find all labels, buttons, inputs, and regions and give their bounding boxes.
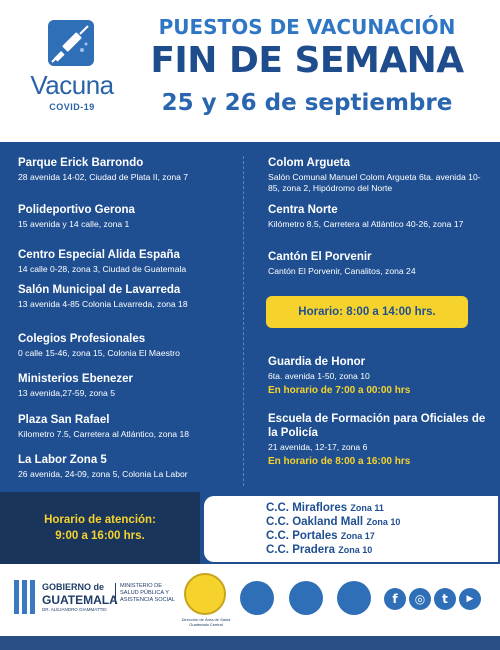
location-item (18, 332, 238, 359)
vacuna-logo (22, 20, 122, 120)
title-line-1: PUESTOS DE VACUNACIÓN (158, 15, 456, 39)
location-item (18, 156, 238, 183)
location-name: Parque Erick Barrondo (18, 157, 144, 169)
title-line-2: FIN DE SEMANA (150, 40, 464, 81)
location-address: 15 avenida y 14 calle, zona 1 (18, 219, 130, 229)
attention-label: Horario de atención: (44, 514, 156, 526)
mall-item (266, 530, 375, 542)
location-item (268, 156, 490, 194)
gobierno-label: GOBIERNO de (42, 582, 105, 592)
malls-band (0, 492, 500, 564)
mall-item (266, 502, 384, 514)
mall-name: C.C. Pradera (266, 544, 336, 556)
location-address: Kilómetro 8.5, Carretera al Atlántico 40-26, zona 17 (268, 219, 464, 229)
location-name: La Labor Zona 5 (18, 454, 107, 466)
handwash-icon (240, 581, 274, 615)
location-address: Salón Comunal Manuel Colom Argueta 6ta. avenida 10-85, zona 2, Hipódromo del Norte (268, 172, 481, 193)
distancing-icon (337, 581, 371, 615)
location-name: Escuela de Formación para Oficiales de la Policía (268, 413, 486, 439)
guatemala-label: GUATEMALA (42, 593, 118, 607)
mall-zone: Zona 10 (338, 545, 373, 555)
location-name: Colegios Profesionales (18, 333, 146, 345)
location-name: Centro Especial Alida España (18, 249, 180, 261)
location-address: Kilometro 7.5, Carretera al Atlántico, zona 18 (18, 429, 190, 439)
location-name: Guardia de Honor (268, 356, 366, 368)
syringe-icon (48, 20, 94, 66)
gobierno-logo (14, 576, 118, 620)
location-item (268, 355, 490, 397)
location-name: Colom Argueta (268, 157, 350, 169)
location-address: 14 calle 0-28, zona 3, Ciudad de Guatemala (18, 264, 187, 274)
malls-list (204, 496, 498, 562)
mall-name: C.C. Miraflores (266, 502, 348, 514)
location-item (18, 453, 238, 480)
mall-item (266, 516, 400, 528)
ministerio-label: MINISTERIO DE SALUD PÚBLICA Y ASISTENCIA SOCIAL (115, 583, 177, 604)
mall-name: C.C. Portales (266, 530, 338, 542)
location-name: Polideportivo Gerona (18, 204, 135, 216)
location-address: 13 avenida,27-59, zona 5 (18, 388, 115, 398)
footer-bar (0, 636, 500, 650)
location-item (18, 248, 238, 275)
horario-badge: Horario: 8:00 a 14:00 hrs. (266, 296, 468, 328)
location-address: Cantón El Porvenir, Canalitos, zona 24 (268, 266, 416, 276)
youtube-icon[interactable]: ▶ (459, 588, 481, 610)
location-address: 6ta. avenida 1-50, zona 10 (268, 371, 370, 381)
gobierno-mark-icon (14, 580, 36, 614)
location-item (18, 413, 238, 440)
attention-hours-value: 9:00 a 16:00 hrs. (55, 530, 145, 542)
president-label: DR. ALEJANDRO GIAMMATTEI (42, 607, 107, 612)
facebook-icon[interactable]: f (384, 588, 406, 610)
mall-zone: Zona 17 (340, 531, 375, 541)
location-address: 26 avenida, 24-09, zona 5, Colonia La Labor (18, 469, 188, 479)
logo-word: Vacuna (30, 70, 114, 100)
location-item (268, 250, 490, 277)
mall-zone: Zona 11 (350, 503, 384, 513)
location-address: 28 avenida 14-02, Ciudad de Plata II, zona 7 (18, 172, 189, 182)
location-item (18, 203, 238, 230)
location-name: Ministerios Ebenezer (18, 373, 134, 385)
location-schedule: En horario de 8:00 a 16:00 hrs (268, 456, 411, 467)
mall-zone: Zona 10 (366, 517, 401, 527)
location-item (268, 412, 490, 468)
attention-hours (0, 492, 200, 564)
location-schedule: En horario de 7:00 a 00:00 hrs (268, 385, 411, 396)
location-item (18, 372, 238, 399)
health-area-seal (178, 573, 234, 629)
location-name: Centra Norte (268, 204, 338, 216)
location-name: Plaza San Rafael (18, 414, 110, 426)
instagram-icon[interactable]: ◎ (409, 588, 431, 610)
mall-item (266, 544, 372, 556)
locations-panel (0, 142, 500, 492)
location-address: 0 calle 15-46, zona 15, Colonia El Maestro (18, 348, 180, 358)
location-item (268, 203, 490, 230)
header (0, 0, 500, 142)
location-address: 21 avenida, 12-17, zona 6 (268, 442, 368, 452)
seal-caption: Dirección de Área de Salud Guatemala Central (181, 617, 231, 627)
location-name: Salón Municipal de Lavarreda (18, 284, 181, 296)
location-address: 13 avenida 4-85 Colonia Lavarreda, zona 18 (18, 299, 188, 309)
mask-icon (289, 581, 323, 615)
seal-icon (184, 573, 226, 615)
column-divider (243, 156, 244, 486)
twitter-icon[interactable]: t (434, 588, 456, 610)
location-item (18, 283, 238, 310)
logo-subtitle: COVID-19 (49, 102, 95, 112)
location-name: Cantón El Porvenir (268, 251, 372, 263)
title-line-3: 25 y 26 de septiembre (161, 90, 453, 116)
mall-name: C.C. Oakland Mall (266, 516, 364, 528)
